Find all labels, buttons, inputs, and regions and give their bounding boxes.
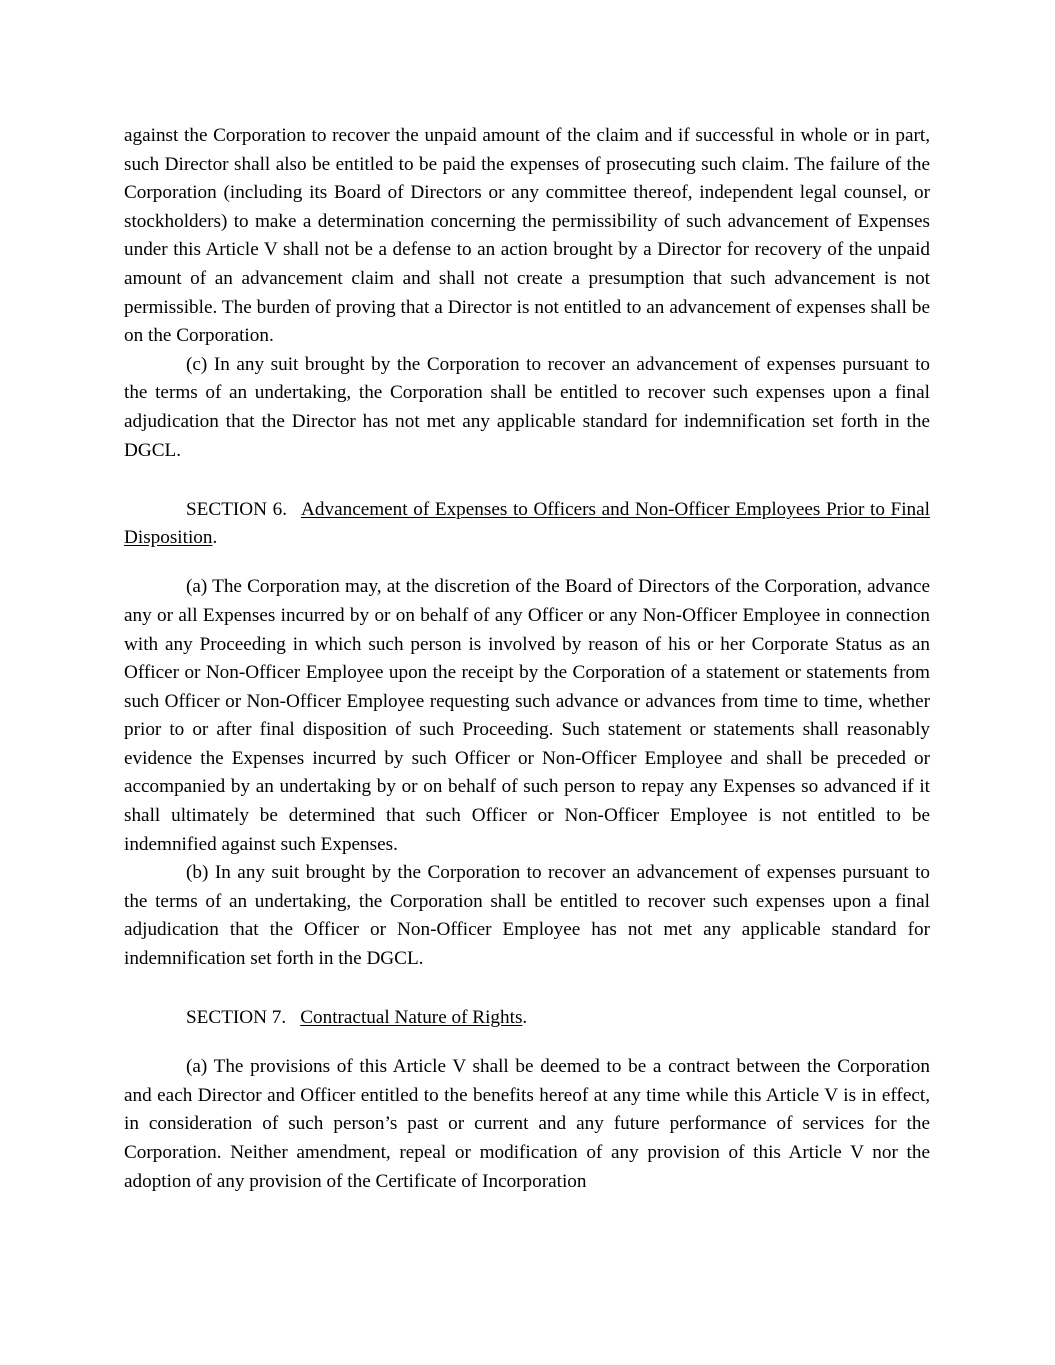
spacer bbox=[124, 465, 930, 496]
section-7-title: Contractual Nature of Rights bbox=[300, 1007, 523, 1029]
paragraph-6b: (b) In any suit brought by the Corporation to recover an advancement of expenses pursuant to the terms of an undertaking, the Corporation shall be entitled to recover such expenses upon a final adjudication that the Officer or Non-Officer Employee has not met any applicable standard for indemnification set forth in the DGCL. bbox=[124, 862, 930, 970]
spacer bbox=[124, 1033, 930, 1054]
paragraph-7a: (a) The provisions of this Article V shall be deemed to be a contract between the Corporation and each Director and Officer entitled to the benefits hereof at any time while this Article V is in effect, in consideration of such person’s past or current and any future performance of services for the Corporation. Neither amendment, repeal or modification of any provision of this Article V nor the adoption of any provision of the Certificate of Incorporation bbox=[124, 1056, 930, 1192]
paragraph-5c: (c) In any suit brought by the Corporation to recover an advancement of expenses pursuant to the terms of an undertaking, the Corporation shall be entitled to recover such expenses upon a final adjudication that the Director has not met any applicable standard for indemnification set forth in the DGCL. bbox=[124, 353, 930, 461]
section-6-number: SECTION 6. bbox=[186, 498, 288, 520]
section-6-title: Advancement of Expenses to Officers and Non-Officer Employees Prior to Final Disposition bbox=[124, 498, 930, 549]
section-7-period: . bbox=[522, 1007, 528, 1029]
spacer bbox=[124, 974, 930, 1005]
section-6-heading bbox=[124, 496, 930, 553]
spacer bbox=[124, 553, 930, 574]
section-7-number: SECTION 7. bbox=[186, 1007, 287, 1029]
document-page bbox=[124, 122, 930, 1196]
paragraph-6a: (a) The Corporation may, at the discretion of the Board of Directors of the Corporation, advance any or all Expenses incurred by or on behalf of any Officer or any Non-Officer Employee in connection with any Proceeding in which such person is involved by reason of his or her Corporate Status as an Officer or Non-Officer Employee upon the receipt by the Corporation of a statement or statements from such Officer or Non-Officer Employee requesting such advance or advances from time to time, whether prior to or after final disposition of such Proceeding. Such statement or statements shall reasonably evidence the Expenses incurred by such Officer or Non-Officer Employee and shall be preceded or accompanied by an undertaking by or on behalf of such person to repay any Expenses so advanced if it shall ultimately be determined that such Officer or Non-Officer Employee is not entitled to be indemnified against such Expenses. bbox=[124, 576, 930, 855]
paragraph-continuation: against the Corporation to recover the unpaid amount of the claim and if successful in whole or in part, such Director shall also be entitled to be paid the expenses of prosecuting such claim. The failure of the Corporation (including its Board of Directors or any committee thereof, independent legal counsel, or stockholders) to make a determination concerning the permissibility of such advancement of Expenses under this Article V shall not be a defense to an action brought by a Director for recovery of the unpaid amount of an advancement claim and shall not create a presumption that such advancement is not permissible. The burden of proving that a Director is not entitled to an advancement of expenses shall be on the Corporation. bbox=[124, 125, 930, 347]
section-6-period: . bbox=[212, 527, 218, 549]
section-7-heading bbox=[124, 1004, 930, 1033]
